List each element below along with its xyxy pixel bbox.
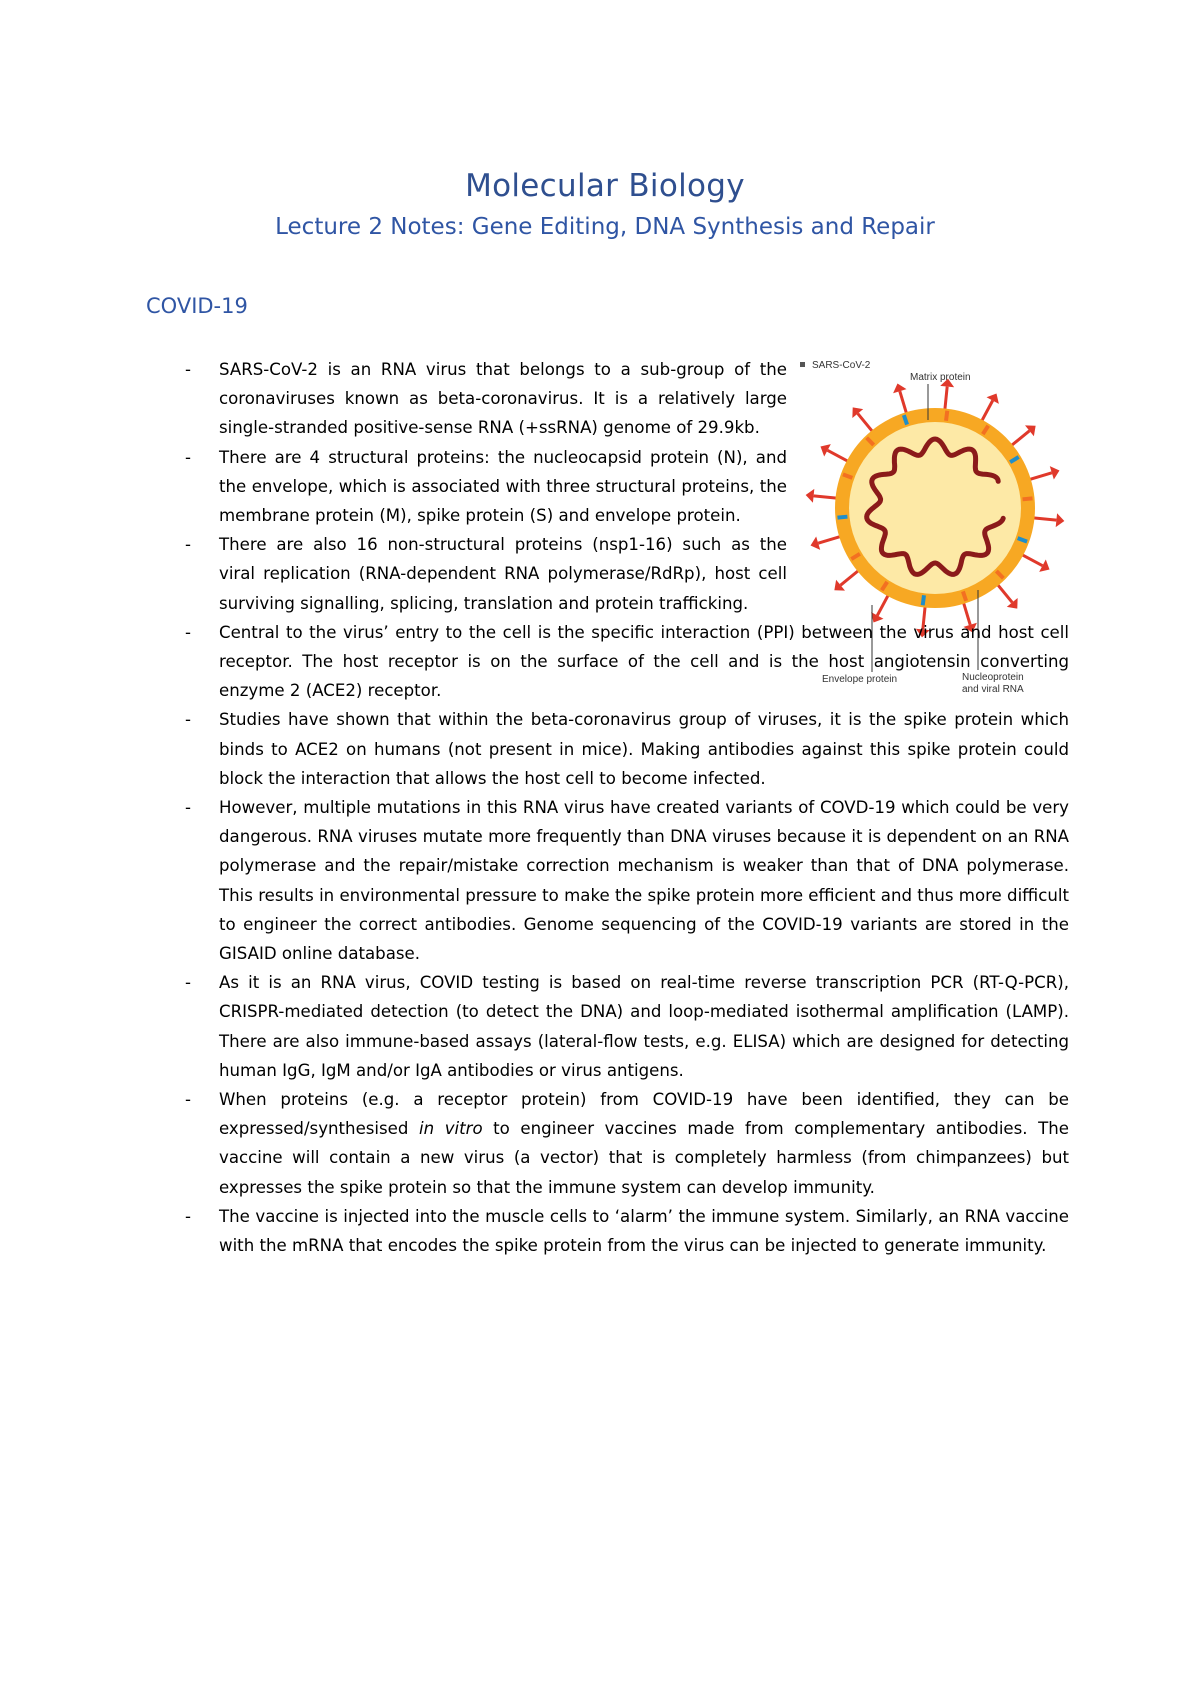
matrix-protein-label: Matrix protein bbox=[910, 372, 971, 383]
envelope-protein-label: Envelope protein bbox=[822, 674, 898, 685]
list-bullet-dash: - bbox=[185, 535, 191, 555]
list-item bbox=[185, 355, 787, 443]
covid-notes-list bbox=[185, 355, 1069, 1260]
italic-text: in vitro bbox=[419, 1119, 483, 1139]
list-bullet-dash: - bbox=[185, 1090, 191, 1110]
list-bullet-dash: - bbox=[185, 710, 191, 730]
list-item bbox=[185, 530, 787, 618]
list-item bbox=[185, 1085, 1069, 1202]
list-bullet-dash: - bbox=[185, 1206, 191, 1226]
list-bullet-dash: - bbox=[185, 622, 191, 642]
list-item-text: SARS-CoV-2 is an RNA virus that belongs to a sub-group of the coronaviruses known as beta-coronavirus. It is a relatively large single-stranded positive-sense RNA (+ssRNA) genome of 29.9kb. bbox=[219, 360, 787, 438]
nucleoprotein-label: Nucleoprotein bbox=[962, 672, 1024, 683]
list-item-text: As it is an RNA virus, COVID testing is based on real-time reverse transcription PCR (RT-Q-PCR), CRISPR-mediated detection (to detect the DNA) and loop-mediated isothermal amplification (LAMP). There are also immune-based assays (lateral-flow tests, e.g. ELISA) which are designed for detecting human IgG, IgM and/or IgA antibodies or virus antigens. bbox=[219, 973, 1069, 1080]
list-item-text: The vaccine is injected into the muscle cells to ‘alarm’ the immune system. Similarly, an RNA vaccine with the mRNA that encodes the spike protein from the virus can be injected to generate immunity. bbox=[219, 1206, 1069, 1256]
viral-rna-label: and viral RNA bbox=[962, 684, 1024, 695]
document-title: Molecular Biology bbox=[465, 168, 745, 204]
list-item bbox=[185, 968, 1069, 1085]
list-item-text: Studies have shown that within the beta-coronavirus group of viruses, it is the spike protein which binds to ACE2 on humans (not present in mice). Making antibodies against this spike protein could block the interaction that allows the host cell to become infected. bbox=[219, 710, 1069, 788]
list-item bbox=[185, 443, 787, 531]
list-item bbox=[185, 705, 1069, 793]
list-item bbox=[185, 793, 1069, 968]
list-item-text: There are also 16 non-structural proteins (nsp1-16) such as the viral replication (RNA-dependent RNA polymerase/RdRp), host cell surviving signalling, splicing, translation and protein trafficking. bbox=[219, 535, 787, 613]
list-item-text: When proteins (e.g. a receptor protein) from COVID-19 have been identified, they can be expressed/synthesised bbox=[219, 1090, 1069, 1139]
list-bullet-dash: - bbox=[185, 973, 191, 993]
list-bullet-dash: - bbox=[185, 798, 191, 818]
legend-label: SARS-CoV-2 bbox=[812, 360, 871, 371]
list-item bbox=[185, 1202, 1069, 1260]
list-bullet-dash: - bbox=[185, 360, 191, 379]
list-item bbox=[185, 618, 1069, 706]
list-item-text: However, multiple mutations in this RNA virus have created variants of COVD-19 which could be very dangerous. RNA viruses mutate more frequently than DNA viruses because it is dependent on an RNA polymerase and the repair/mistake correction mechanism is weaker than that of DNA polymerase. This results in environmental pressure to make the spike protein more efficient and thus more difficult to engineer the correct antibodies. Genome sequencing of the COVID-19 variants are stored in the GISAID online database. bbox=[219, 798, 1069, 964]
document-subtitle: Lecture 2 Notes: Gene Editing, DNA Synthesis and Repair bbox=[275, 214, 935, 240]
list-item-text: to engineer vaccines made from complementary antibodies. The vaccine will contain a new virus (a vector) that is completely harmless (from chimpanzees) but expresses the spike protein so that the immune system can develop immunity. bbox=[219, 1119, 1069, 1197]
list-item-text: There are 4 structural proteins: the nucleocapsid protein (N), and the envelope, which is associated with three structural proteins, the membrane protein (M), spike protein (S) and envelope protein. bbox=[219, 447, 787, 526]
section-heading: COVID-19 bbox=[146, 294, 248, 318]
list-bullet-dash: - bbox=[185, 447, 191, 467]
list-item-text: Central to the virus’ entry to the cell is the specific interaction (PPI) between the virus and host cell receptor. The host receptor is on the surface of the cell and is the host angiotensin converting enzyme 2 (ACE2) receptor. bbox=[219, 622, 1069, 701]
